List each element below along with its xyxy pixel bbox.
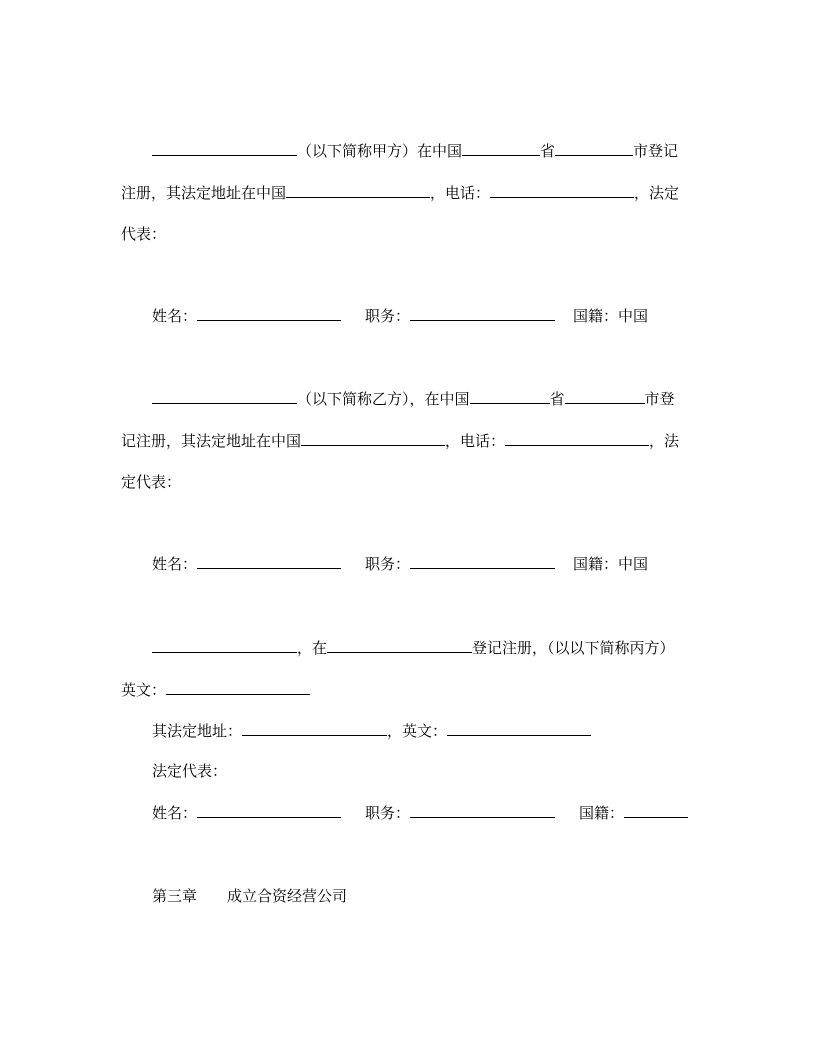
party-c-line-1 — [152, 637, 675, 657]
party-c-address-label: 其法定地址： — [152, 722, 243, 740]
party-a-rep-label: 代表： — [121, 225, 167, 243]
party-c-location-blank[interactable] — [327, 637, 472, 653]
party-a-province-label: 省 — [540, 142, 556, 160]
party-b-line-3 — [121, 472, 181, 492]
party-c-english-label: 英文： — [121, 681, 167, 699]
rep-a-line — [152, 305, 648, 325]
rep-b-position-label: 职务： — [365, 555, 411, 573]
rep-c-name-blank[interactable] — [197, 802, 341, 818]
party-c-line-3 — [152, 720, 591, 740]
rep-a-position-label: 职务： — [365, 307, 411, 325]
rep-c-nationality-label: 国籍： — [579, 804, 625, 822]
rep-c-line — [152, 802, 688, 822]
party-b-legal-label: ，法 — [649, 432, 680, 450]
party-a-province-blank[interactable] — [462, 140, 540, 156]
party-a-address-blank[interactable] — [286, 182, 430, 198]
rep-a-nationality: 国籍：中国 — [573, 307, 649, 325]
party-b-province-label: 省 — [549, 390, 565, 408]
rep-b-line — [152, 553, 648, 573]
rep-b-nationality: 国籍：中国 — [573, 555, 649, 573]
party-b-name-blank[interactable] — [152, 388, 297, 404]
party-b-phone-blank[interactable] — [505, 430, 649, 446]
party-a-legal-label: ，法定 — [634, 184, 680, 202]
party-b-address-label: 记注册，其法定地址在中国 — [121, 432, 302, 450]
party-b-city-blank[interactable] — [565, 388, 645, 404]
party-c-english-blank[interactable] — [166, 679, 310, 695]
party-c-line-2 — [121, 679, 310, 699]
chapter-heading — [152, 886, 347, 906]
party-a-city-label: 市登记 — [633, 142, 679, 160]
party-b-line-1 — [152, 388, 675, 408]
party-a-line-1 — [152, 140, 678, 160]
party-a-line-3 — [121, 224, 166, 244]
party-c-name-blank[interactable] — [152, 637, 297, 653]
rep-c-nationality-blank[interactable] — [624, 802, 688, 818]
party-a-name-blank[interactable] — [152, 140, 297, 156]
rep-b-name-blank[interactable] — [197, 553, 341, 569]
party-c-legal-rep-label: 法定代表： — [152, 762, 228, 780]
party-b-rep-label: 定代表： — [121, 473, 182, 491]
rep-b-name-label: 姓名： — [152, 555, 198, 573]
party-a-phone-label: ，电话： — [430, 184, 491, 202]
chapter-title: 成立合资经营公司 — [227, 887, 348, 905]
party-a-phone-blank[interactable] — [490, 182, 634, 198]
rep-c-position-blank[interactable] — [410, 802, 555, 818]
chapter-number: 第三章 — [152, 887, 198, 905]
party-c-english2-blank[interactable] — [447, 720, 591, 736]
rep-c-position-label: 职务： — [365, 804, 411, 822]
party-c-english2-label: ，英文： — [387, 722, 448, 740]
party-b-line-2 — [121, 430, 679, 450]
party-b-province-blank[interactable] — [470, 388, 550, 404]
rep-a-name-label: 姓名： — [152, 307, 198, 325]
party-a-city-blank[interactable] — [555, 140, 633, 156]
party-b-city-label: 市登 — [644, 390, 675, 408]
rep-b-position-blank[interactable] — [410, 553, 555, 569]
party-c-registered: 登记注册，（以以下简称丙方） — [472, 639, 675, 657]
party-a-intro: （以下简称甲方）在中国 — [297, 142, 463, 160]
party-b-address-blank[interactable] — [301, 430, 445, 446]
party-a-address-label: 注册，其法定地址在中国 — [121, 184, 287, 202]
party-c-line-4 — [152, 761, 227, 781]
party-b-phone-label: ，电话： — [445, 432, 506, 450]
rep-a-position-blank[interactable] — [410, 305, 555, 321]
party-b-intro: （以下简称乙方），在中国 — [297, 390, 470, 408]
party-c-address-blank[interactable] — [242, 720, 387, 736]
rep-c-name-label: 姓名： — [152, 804, 198, 822]
party-c-at: ，在 — [297, 639, 328, 657]
party-a-line-2 — [121, 182, 679, 202]
rep-a-name-blank[interactable] — [197, 305, 341, 321]
